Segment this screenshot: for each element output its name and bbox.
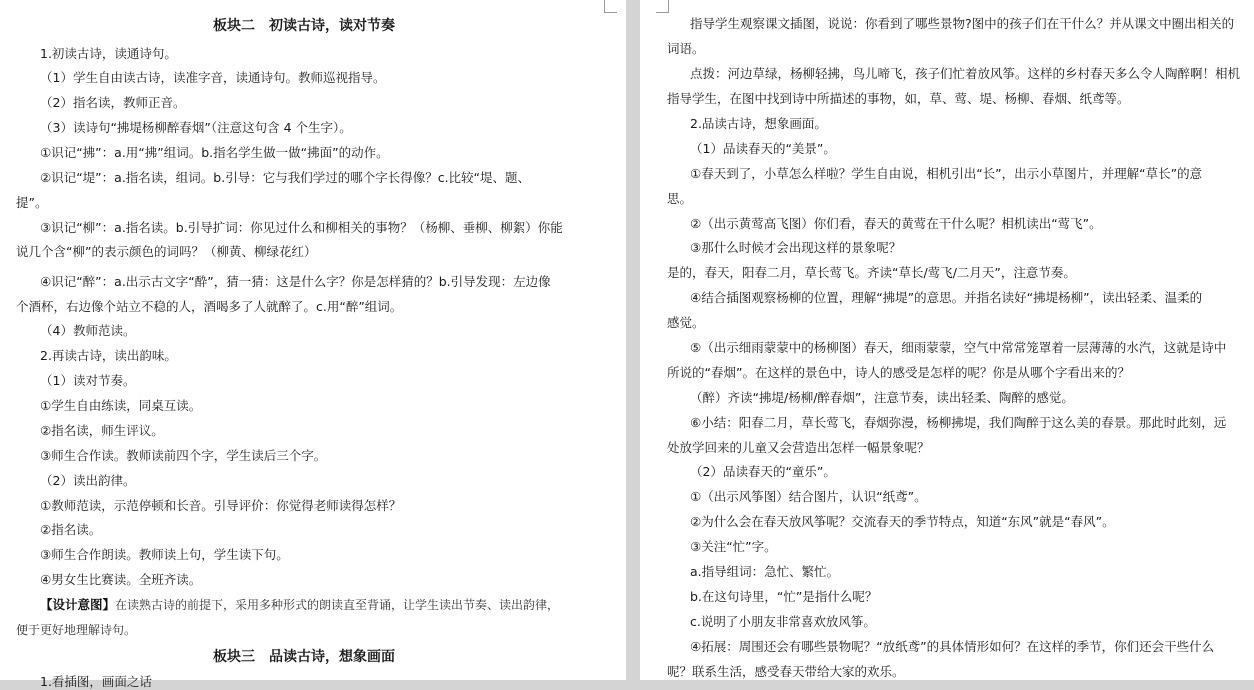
text-line: ①教师范读，示范停顿和长音。引导评价：你觉得老师读得怎样？: [40, 498, 402, 513]
text-line: 点拨：河边草绿，杨柳轻拂，鸟儿啼飞，孩子们忙着放风筝。这样的乡村春天多么令人陶醉啊！相机: [690, 66, 1241, 81]
text-line: 词语。: [667, 41, 705, 56]
section-heading-2: 板块二 初读古诗，读对节奏: [213, 18, 395, 34]
text-line: ④识记“醉”：a.出示古文字“酔”，猜一猜：这是什么字？你是怎样猜的？b.引导发现：左边像: [40, 274, 551, 289]
text-line: ③师生合作读。教师读前四个字，学生读后三个字。: [40, 448, 327, 463]
page-corner-mark: [656, 0, 669, 13]
text-line: ③师生合作朗读。教师读上句，学生读下句。: [40, 547, 289, 562]
text-line: ④拓展：周围还会有哪些景物呢？“放纸鸢”的具体情形如何？在这样的季节，你们还会干些什么: [690, 639, 1215, 654]
text-line: 2.再读古诗，读出韵味。: [40, 348, 177, 363]
text-line: 指导学生观察课文插图，说说：你看到了哪些景物?图中的孩子们在干什么？并从课文中圈出相关的: [690, 16, 1235, 31]
design-intent-text: 在读熟古诗的前提下，采用多种形式的朗读直至背诵，让学生读出节奏、读出韵律，: [115, 598, 560, 612]
text-line: （1）读对节奏。: [40, 373, 136, 388]
text-line: （醉）齐读“拂堤/杨柳/醉春烟”，注意节奏，读出轻柔、陶醉的感觉。: [690, 390, 1074, 405]
text-line: （2）指名读，教师正音。: [40, 95, 186, 110]
text-line: 指导学生，在图中找到诗中所描述的事物，如，草、莺、堤、杨柳、春烟、纸鸢等。: [667, 91, 1130, 106]
text-line: ⑥小结：阳春二月，草长莺飞，春烟弥漫，杨柳拂堤，我们陶醉于这么美的春景。那此时此刻，远: [690, 415, 1227, 430]
text-line: 呢？联系生活，感受春天带给大家的欢乐。: [667, 664, 905, 679]
text-line: b.在这句诗里，“忙”是指什么呢？: [690, 589, 878, 604]
text-line: ④结合插图观察杨柳的位置，理解“拂堤”的意思。并指名读好“拂堤杨柳”，读出轻柔、温柔的: [690, 290, 1203, 305]
document-page-right: [640, 0, 1254, 680]
text-line: （3）读诗句“拂堤杨柳醉春烟”（注意这句含 4 个生字）。: [40, 120, 352, 135]
text-line: ②为什么会在春天放风筝呢？交流春天的季节特点，知道“东风”就是“春风”。: [690, 514, 1115, 529]
text-line: 是的，春天，阳春二月，草长莺飞。齐读“草长/莺飞/二月天”，注意节奏。: [667, 265, 1076, 280]
text-line: ①学生自由练读，同桌互读。: [40, 398, 202, 413]
text-line: （2）读出韵律。: [40, 473, 136, 488]
text-line: ②识记“堤”：a.指名读，组词。b.引导：它与我们学过的哪个字长得像？c.比较“堤、题、: [40, 170, 531, 185]
text-line: ②指名读，师生评议。: [40, 423, 164, 438]
document-page-left: [0, 0, 626, 689]
text-line: ④男女生比赛读。全班齐读。: [40, 572, 202, 587]
text-line: ①（出示风筝图）结合图片，认识“纸鸢”。: [690, 489, 927, 504]
text-line: 2.品读古诗，想象画面。: [690, 116, 827, 131]
text-line: （1）品读春天的“美景”。: [690, 141, 836, 156]
text-line: 说几个含“柳”的表示颜色的词吗？（柳黄、柳绿花红）: [16, 244, 317, 259]
text-line: 处放学回来的儿童又会营造出怎样一幅景象呢？: [667, 440, 930, 455]
text-line: 提”。: [16, 195, 48, 210]
text-line: ⑤（出示细雨蒙蒙中的杨柳图）春天，细雨蒙蒙，空气中常常笼罩着一层薄薄的水汽，这就是诗中: [690, 340, 1227, 355]
page-corner-mark: [604, 0, 617, 13]
section-heading-3: 板块三 品读古诗，想象画面: [213, 649, 395, 665]
design-intent-paragraph: [40, 597, 559, 613]
text-line: ③关注“忙”字。: [690, 539, 777, 554]
text-line-partial: 1.看插图，画面之话: [40, 674, 152, 689]
text-line: 1.初读古诗，读通诗句。: [40, 46, 177, 61]
text-line: ①识记“拂”：a.用“拂”组词。b.指名学生做一做“拂面”的动作。: [40, 145, 389, 160]
text-line: ③那什么时候才会出现这样的景象呢？: [690, 240, 902, 255]
text-line: ②（出示黄莺高飞图）你们看，春天的黄莺在干什么呢？相机读出“莺飞”。: [690, 216, 1102, 231]
text-line: （4）教师范读。: [40, 323, 136, 338]
text-line: 所说的“春烟”。在这样的景色中，诗人的感受是怎样的呢？你是从哪个字看出来的？: [667, 365, 1130, 380]
text-line: ①春天到了，小草怎么样啦？学生自由说，相机引出“长”，出示小草图片，并理解“草长”的意: [690, 166, 1203, 181]
design-intent-text-continued: 便于更好地理解诗句。: [16, 623, 137, 637]
text-line: 思。: [667, 191, 693, 206]
text-line: a.指导组词：急忙、繁忙。: [690, 564, 840, 579]
text-line: （1）学生自由读古诗，读准字音，读通诗句。教师巡视指导。: [40, 70, 386, 85]
text-line: ③识记“柳”：a.指名读。b.引导扩词：你见过什么和柳相关的事物？（杨柳、垂柳、柳絮）你能: [40, 220, 563, 235]
text-line: （2）品读春天的“童乐”。: [690, 464, 836, 479]
text-line: ②指名读。: [40, 522, 102, 537]
design-intent-label: 【设计意图】: [40, 597, 116, 612]
text-line: 感觉。: [667, 315, 705, 330]
text-line: 个酒杯，右边像个站立不稳的人，酒喝多了人就醉了。c.用“醉”组词。: [16, 299, 403, 314]
text-line: c.说明了小朋友非常喜欢放风筝。: [690, 614, 876, 629]
